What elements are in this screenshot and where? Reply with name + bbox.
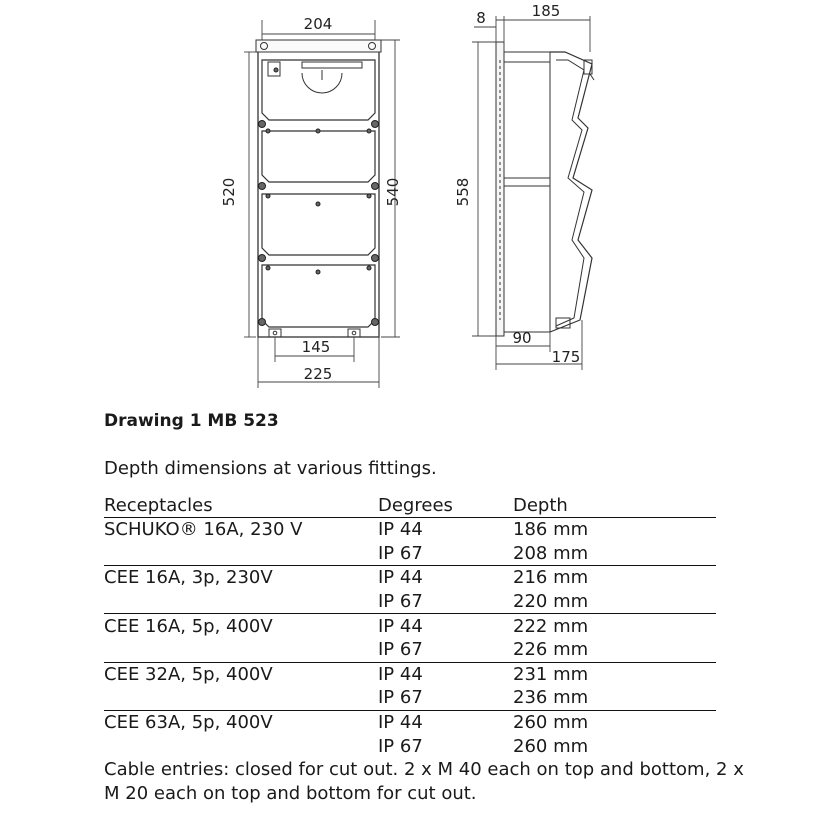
technical-drawing — [0, 0, 820, 400]
table-row — [104, 734, 716, 758]
cell-receptacle: CEE 32A, 5p, 400V — [104, 663, 273, 685]
cell-degree: IP 44 — [378, 567, 423, 589]
cell-depth: 231 mm — [513, 663, 589, 685]
table-row — [104, 590, 716, 614]
front-view — [244, 20, 400, 388]
cell-degree: IP 67 — [378, 590, 513, 614]
cell-receptacle — [104, 638, 378, 662]
cell-receptacle: CEE 16A, 5p, 400V — [104, 615, 273, 637]
dim-520: 520 — [220, 177, 238, 207]
dim-540: 540 — [384, 177, 402, 207]
table-row — [104, 542, 716, 566]
cell-depth: 220 mm — [513, 590, 716, 614]
cell-receptacle: CEE 63A, 5p, 400V — [104, 712, 273, 734]
cell-depth: 208 mm — [513, 542, 716, 566]
dim-8: 8 — [476, 9, 486, 27]
table-row — [104, 686, 716, 710]
side-view — [472, 16, 594, 370]
table-row — [104, 638, 716, 662]
header-receptacles: Receptacles — [104, 494, 378, 518]
table-row — [104, 614, 716, 638]
cell-depth: 236 mm — [513, 686, 716, 710]
cell-degree: IP 67 — [378, 638, 513, 662]
cell-degree: IP 44 — [378, 615, 423, 637]
dim-225: 225 — [303, 365, 333, 383]
header-depth: Depth — [513, 494, 716, 518]
cell-receptacle — [104, 734, 378, 758]
header-degrees: Degrees — [378, 494, 513, 518]
cell-receptacle: SCHUKO® 16A, 230 V — [104, 519, 303, 541]
cell-degree: IP 67 — [378, 686, 513, 710]
cell-degree: IP 67 — [378, 542, 513, 566]
cell-degree: IP 44 — [378, 663, 423, 685]
dim-558: 558 — [454, 177, 472, 207]
cell-degree: IP 67 — [378, 735, 423, 757]
drawing-title: Drawing 1 MB 523 — [104, 411, 279, 431]
cable-entries-note: Cable entries: closed for cut out. 2 x M 40 each on top and bottom, 2 x M 20 each on top and bottom for cut out. — [104, 759, 744, 804]
cell-depth: 186 mm — [513, 519, 589, 541]
dim-204: 204 — [303, 15, 333, 33]
table-row — [104, 710, 716, 734]
cell-depth: 226 mm — [513, 638, 716, 662]
depth-table — [104, 494, 716, 758]
intro-text: Depth dimensions at various fittings. — [104, 458, 437, 479]
dim-145: 145 — [301, 338, 331, 356]
cell-depth: 260 mm — [513, 712, 589, 734]
dim-90: 90 — [512, 329, 532, 347]
cell-depth: 216 mm — [513, 567, 589, 589]
cell-degree: IP 44 — [378, 712, 423, 734]
table-header-row — [104, 494, 716, 518]
cell-depth: 260 mm — [513, 735, 589, 757]
cell-receptacle: CEE 16A, 3p, 230V — [104, 567, 273, 589]
dim-175: 175 — [551, 348, 581, 366]
dim-185: 185 — [531, 2, 561, 20]
cell-degree: IP 44 — [378, 519, 423, 541]
table-row — [104, 518, 716, 542]
cell-receptacle — [104, 542, 378, 566]
table-row — [104, 662, 716, 686]
cell-receptacle — [104, 590, 378, 614]
cell-receptacle — [104, 686, 378, 710]
cell-depth: 222 mm — [513, 615, 589, 637]
table-row — [104, 566, 716, 590]
